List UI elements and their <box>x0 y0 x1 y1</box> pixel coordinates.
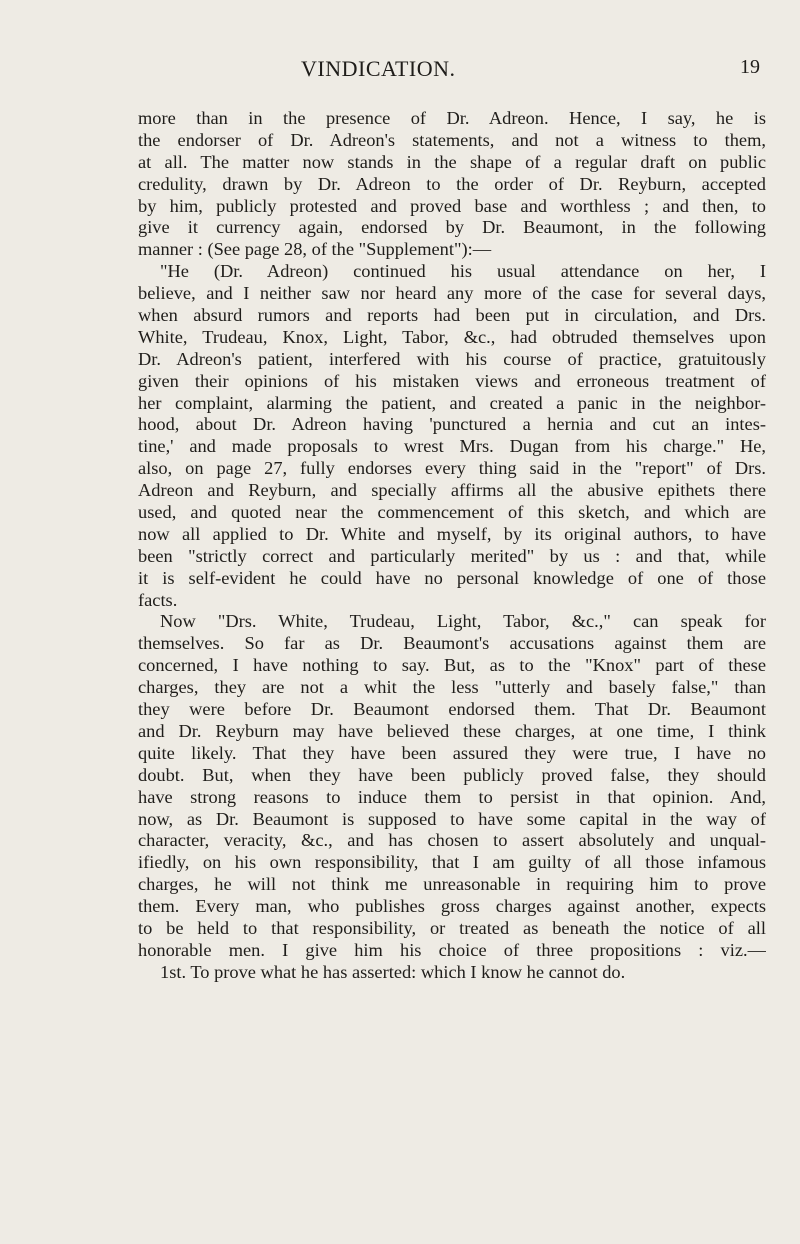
text-line: give it currency again, endorsed by Dr. Beaumont, in the following <box>138 217 766 238</box>
text-line: it is self-evident he could have no personal knowledge of one of those <box>138 567 766 588</box>
text-line: the endorser of Dr. Adreon's statements, and not a witness to them, <box>138 129 766 150</box>
text-line: to be held to that responsibility, or treated as beneath the notice of all <box>138 917 766 938</box>
text-line: now all applied to Dr. White and myself, by its original authors, to have <box>138 523 766 544</box>
text-line: they were before Dr. Beaumont endorsed them. That Dr. Beaumont <box>138 699 766 720</box>
text-line: charges, they are not a whit the less "utterly and basely false," than <box>138 677 766 698</box>
text-line: also, on page 27, fully endorses every thing said in the "report" of Drs. <box>138 458 766 479</box>
text-line: and Dr. Reyburn may have believed these charges, at one time, I think <box>138 720 766 741</box>
text-line: charges, he will not think me unreasonable in requiring him to prove <box>138 874 766 895</box>
text-line: character, veracity, &c., and has chosen to assert absolutely and unqual- <box>138 830 766 851</box>
page-number: 19 <box>740 56 760 78</box>
text-line: ifiedly, on his own responsibility, that I am guilty of all those infamous <box>138 852 766 873</box>
text-line: White, Trudeau, Knox, Light, Tabor, &c., had obtruded themselves upon <box>138 326 766 347</box>
text-line: themselves. So far as Dr. Beaumont's accusations against them are <box>138 633 766 654</box>
text-line: at all. The matter now stands in the shape of a regular draft on public <box>138 151 766 172</box>
text-line: concerned, I have nothing to say. But, as to the "Knox" part of these <box>138 655 766 676</box>
text-line: quite likely. That they have been assured they were true, I have no <box>138 742 766 763</box>
text-line: 1st. To prove what he has asserted: which I know he cannot do. <box>160 961 626 982</box>
text-line: hood, about Dr. Adreon having 'punctured a hernia and cut an intes- <box>138 414 766 435</box>
text-line: used, and quoted near the commencement of this sketch, and which are <box>138 502 766 523</box>
running-head: VINDICATION. <box>301 56 456 81</box>
text-line: manner : (See page 28, of the "Supplement"):— <box>138 239 492 260</box>
text-line: doubt. But, when they have been publicly proved false, they should <box>138 764 766 785</box>
text-line: honorable men. I give him his choice of three propositions : viz.— <box>138 939 766 960</box>
text-line: "He (Dr. Adreon) continued his usual attendance on her, I <box>160 261 766 282</box>
page-header <box>0 56 800 86</box>
text-line: her complaint, alarming the patient, and created a panic in the neighbor- <box>138 392 766 413</box>
text-line: when absurd rumors and reports had been put in circulation, and Drs. <box>138 305 766 326</box>
text-line: Adreon and Reyburn, and specially affirms all the abusive epithets there <box>138 480 766 501</box>
text-line: have strong reasons to induce them to persist in that opinion. And, <box>138 786 766 807</box>
text-line: more than in the presence of Dr. Adreon. Hence, I say, he is <box>138 108 766 128</box>
text-line: credulity, drawn by Dr. Adreon to the order of Dr. Reyburn, accepted <box>138 173 766 194</box>
text-line: been "strictly correct and particularly merited" by us : and that, while <box>138 545 766 566</box>
text-line: Now "Drs. White, Trudeau, Light, Tabor, &c.," can speak for <box>160 611 766 632</box>
text-line: Dr. Adreon's patient, interfered with his course of practice, gratuitously <box>138 348 766 369</box>
text-line: them. Every man, who publishes gross charges against another, expects <box>138 896 766 917</box>
text-line: by him, publicly protested and proved base and worthless ; and then, to <box>138 195 766 216</box>
text-line: facts. <box>138 589 178 610</box>
text-line: tine,' and made proposals to wrest Mrs. Dugan from his charge." He, <box>138 436 766 457</box>
text-line: given their opinions of his mistaken views and erroneous treatment of <box>138 370 766 391</box>
text-line: believe, and I neither saw nor heard any more of the case for several days, <box>138 283 766 304</box>
text-line: now, as Dr. Beaumont is supposed to have some capital in the way of <box>138 808 766 829</box>
body-text <box>138 108 766 984</box>
